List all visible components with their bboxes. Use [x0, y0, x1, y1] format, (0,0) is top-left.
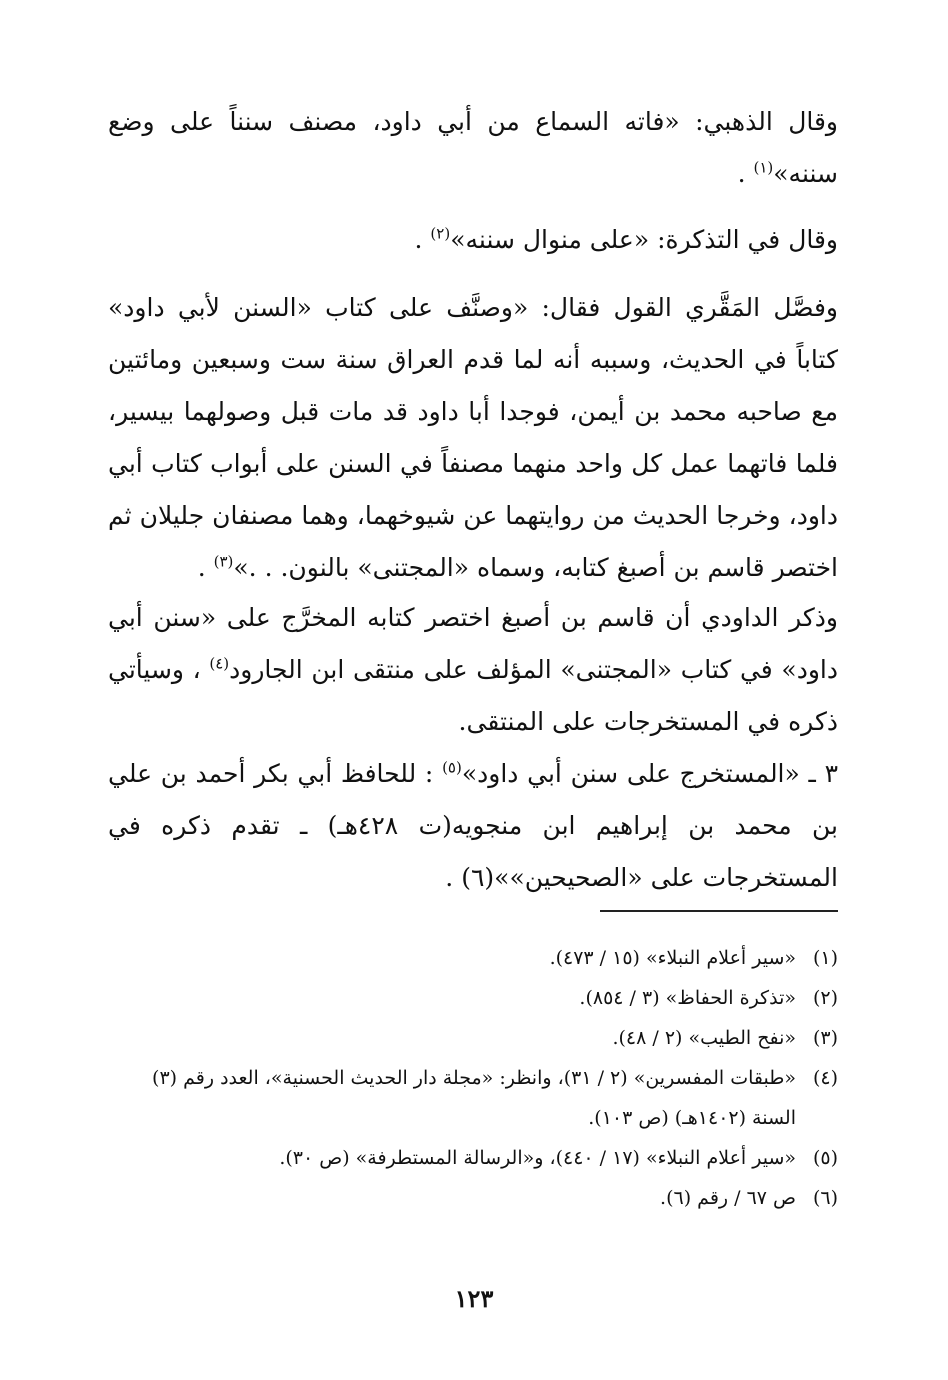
footnote-item: [110, 938, 838, 978]
paragraph-tail: ، وسيأتي ذكره في المستخرجات على المنتقى.: [108, 655, 838, 736]
paragraph-tail: : للحافظ أبي بكر أحمد بن علي بن محمد بن إبراهيم ابن منجويه(ت ٤٢٨هـ) ـ تقدم ذكره في المستخرجات على «الصحيحين»»(٦) .: [108, 759, 838, 892]
footnote-item: [110, 1178, 838, 1218]
footnote-marker: (٣): [213, 552, 234, 571]
footnote-marker: (١): [753, 158, 774, 177]
footnote-number: (٣): [812, 1027, 838, 1049]
footnote-number: (٢): [812, 987, 838, 1009]
footnote-marker: (٢): [430, 224, 451, 243]
footnote-number: (١): [812, 947, 838, 969]
footnote-text: ص ٦٧ / رقم (٦).: [660, 1187, 796, 1209]
footnotes-section: [110, 938, 838, 1218]
footnote-text: «نفح الطيب» (٢ / ٤٨).: [612, 1027, 796, 1049]
body-paragraph-mustakhraj: [108, 748, 838, 904]
paragraph-text: وفصَّل المَقَّري القول فقال: «وصنَّف على كتاب «السنن لأبي داود» كتاباً في الحديث، وسببه أنه لما قدم العراق سنة ست وسبعين ومائتين مع صاحبه محمد بن أيمن، فوجدا أبا داود قد مات قبل وصولهما بيسير، فلما فاتهما عمل كل واحد منهما مصنفاً في السنن على أبواب كتاب أبي داود، وخرجا الحديث من روايتهما عن شيوخهما، وهما مصنفان جليلان ثم اختصر قاسم بن أصبغ كتابه، وسماه «المجتنى» بالنون. . .»: [108, 293, 838, 582]
footnote-text: «سير أعلام النبلاء» (١٧ / ٤٤٠)، و«الرسالة المستطرفة» (ص ٣٠).: [279, 1147, 796, 1169]
footnote-separator: [600, 910, 838, 912]
footnote-marker: (٤): [209, 654, 230, 673]
footnote-item: [110, 978, 838, 1018]
footnote-text: «طبقات المفسرين» (٢ / ٣١)، وانظر: «مجلة دار الحديث الحسنية»، العدد رقم (٣) السنة (١٤٠٢هـ) (ص ١٠٣).: [152, 1067, 796, 1129]
footnote-number: (٦): [812, 1187, 838, 1209]
footnote-number: (٤): [812, 1067, 838, 1089]
body-paragraph-maqqari: [108, 282, 838, 594]
paragraph-text: وذكر الداودي أن قاسم بن أصبغ اختصر كتابه المخرَّج على «سنن أبي داود» في كتاب «المجتنى» المؤلف على منتقى ابن الجارود: [108, 603, 838, 684]
footnote-item: [110, 1018, 838, 1058]
paragraph-tail: .: [414, 225, 431, 254]
footnote-marker: (٥): [442, 758, 462, 777]
paragraph-text: ٣ ـ «المستخرج على سنن أبي داود»: [461, 759, 838, 788]
footnote-item: [110, 1058, 838, 1138]
page-number: ١٢٣: [454, 1284, 494, 1313]
body-paragraph-dhahabi: [108, 96, 838, 200]
paragraph-tail: .: [737, 159, 754, 188]
footnote-item: [110, 1138, 838, 1178]
paragraph-text: وقال الذهبي: «فاته السماع من أبي داود، مصنف سنناً على وضع سننه»: [108, 107, 838, 188]
footnote-text: «سير أعلام النبلاء» (١٥ / ٤٧٣).: [549, 947, 796, 969]
paragraph-tail: .: [197, 553, 214, 582]
paragraph-text: وقال في التذكرة: «على منوال سننه»: [450, 225, 838, 254]
body-paragraph-dawudi: [108, 592, 838, 748]
footnote-text: «تذكرة الحفاظ» (٣ / ٨٥٤).: [579, 987, 796, 1009]
body-paragraph-tadhkira: [108, 214, 838, 266]
footnote-number: (٥): [812, 1147, 838, 1169]
